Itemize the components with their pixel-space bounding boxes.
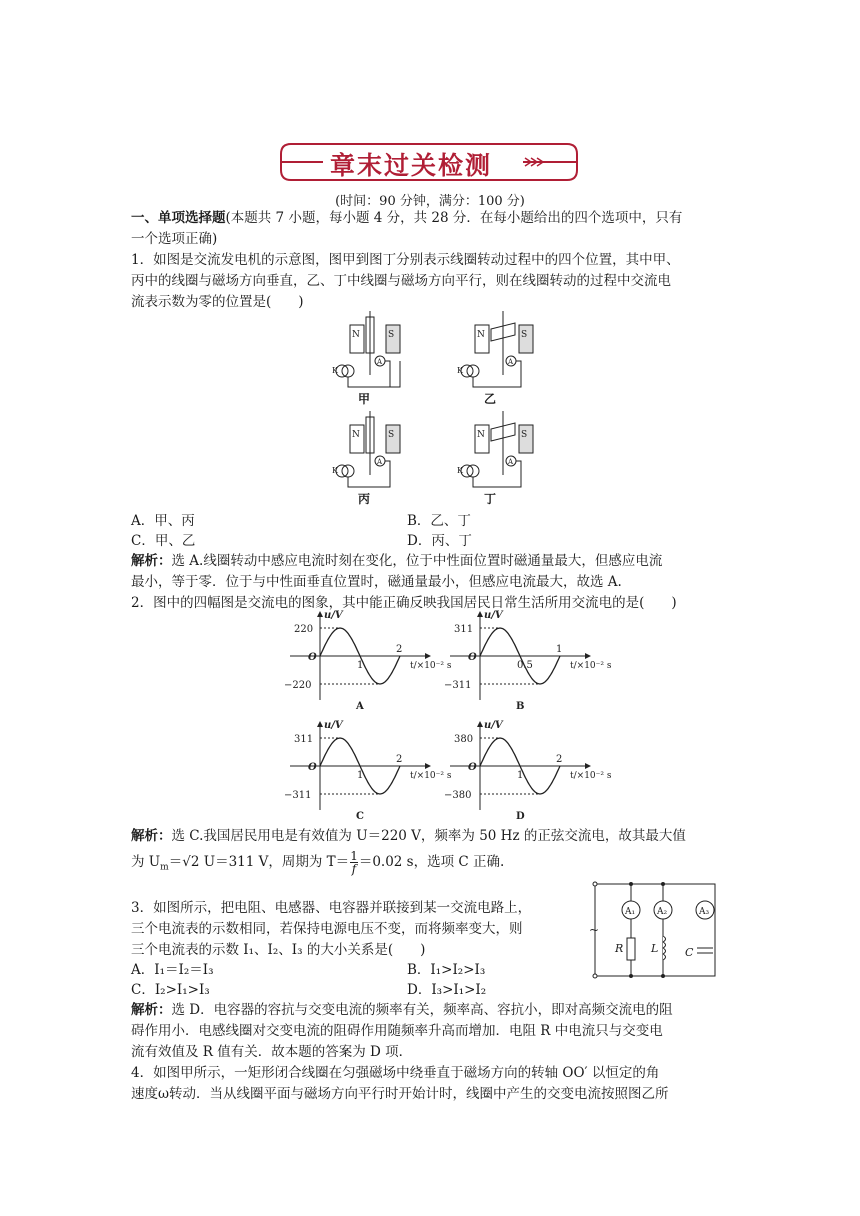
section-intro-1: (本题共 7 小题，每小题 4 分，共 28 分．在每小题给出的四个选项中，只有 (225, 210, 683, 226)
chart-b (444, 610, 612, 712)
q1-line3: 流表示数为零的位置是( ) (131, 294, 304, 310)
svg-text:A: A (508, 358, 514, 366)
svg-text:N: N (352, 330, 360, 340)
q3-option-a: A．I₁＝I₂＝I₃ (131, 962, 214, 978)
label-l: L (651, 942, 659, 955)
chart-label: A (356, 701, 364, 712)
svg-text:K: K (332, 466, 338, 475)
fig-label-yi: 乙 (484, 392, 497, 406)
page-title: 章末过关检测 (330, 151, 493, 180)
q1-line2: 丙中的线圈与磁场方向垂直，乙、丁中线圈与磁场方向平行，则在线圈转动的过程中交流电 (131, 273, 671, 289)
svg-text:K: K (332, 366, 338, 375)
q2-analysis-2a: 为 U (131, 854, 161, 870)
q3-option-b: B．I₁>I₂>I₃ (407, 962, 486, 978)
q4-line2: 速度ω转动．当从线圈平面与磁场方向平行时开始计时，线圈中产生的交变电流按照图乙所 (131, 1086, 669, 1102)
svg-text:N: N (352, 430, 360, 440)
q3-analysis-3: 流有效值及 R 值有关．故本题的答案为 D 项． (131, 1044, 413, 1060)
svg-text:N: N (477, 430, 485, 440)
x-axis-label: t/×10⁻² s (570, 661, 612, 671)
y-axis-label: u/V (324, 720, 343, 731)
fig-label-bing: 丙 (358, 492, 371, 506)
q2-analysis-2d: ＝0.02 s，选项 C 正确. (358, 854, 505, 870)
meter-a1: A₁ (625, 907, 636, 917)
svg-text:S: S (388, 330, 395, 340)
svg-text:S: S (521, 330, 528, 340)
ac-source-symbol: ~ (589, 923, 600, 937)
q3-analysis-2: 碍作用小．电感线圈对交变电流的阻碍作用随频率升高而增加．电阻 R 中电流只与交变电 (131, 1023, 663, 1039)
x-tick-1: 1 (517, 770, 524, 781)
svg-text:S: S (388, 430, 395, 440)
chart-label: B (516, 701, 525, 712)
q4-line1: 4．如图甲所示，一矩形闭合线圈在匀强磁场中绕垂直于磁场方向的转轴 OO′ 以恒定的角 (131, 1065, 660, 1081)
meter-a3: A₃ (699, 907, 710, 917)
x-tick-2: 2 (396, 754, 403, 765)
y-axis-label: u/V (324, 610, 343, 621)
q1-option-c: C．甲、乙 (131, 533, 196, 549)
x-tick-2: 2 (556, 754, 563, 765)
fig-label-jia: 甲 (358, 392, 371, 406)
q3-analysis-text-1: 选 D．电容器的容抗与交变电流的频率有关，频率高、容抗小，即对高频交流电的阻 (171, 1002, 673, 1018)
generator-bing (332, 411, 400, 487)
svg-text:N: N (477, 330, 485, 340)
y-min-label: −311 (284, 790, 312, 801)
svg-text:K: K (457, 466, 463, 475)
y-max-label: 220 (294, 624, 314, 635)
page-subtitle: (时间：90 分钟，满分：100 分) (335, 194, 525, 209)
label-c: C (685, 946, 694, 959)
q3-line2: 三个电流表的示数相同，若保持电源电压不变，而将频率变大，则 (131, 921, 523, 937)
svg-text:A: A (508, 458, 514, 466)
svg-text:S: S (521, 430, 528, 440)
y-max-label: 380 (454, 734, 474, 745)
svg-text:A: A (377, 458, 383, 466)
q3-option-d: D．I₃>I₁>I₂ (407, 982, 487, 998)
origin-label: O (308, 652, 317, 663)
q2-analysis-2c: ＝√2 U＝311 V，周期为 T＝ (168, 854, 350, 870)
q1-analysis-1 (131, 551, 731, 572)
x-axis-label: t/×10⁻² s (410, 661, 452, 671)
section-intro (131, 208, 731, 229)
q2-analysis-label: 解析： (131, 828, 172, 844)
chart-c (284, 720, 452, 822)
q2-analysis-text-1: 选 C.我国居民用电是有效值为 U＝220 V，频率为 50 Hz 的正弦交流电，故其最大值 (171, 828, 686, 844)
x-tick-1: 0.5 (517, 660, 533, 671)
x-axis-label: t/×10⁻² s (410, 771, 452, 781)
y-min-label: −311 (444, 680, 472, 691)
chart-a (284, 610, 452, 712)
ac-charts (280, 608, 612, 823)
q3-option-c: C．I₂>I₁>I₃ (131, 982, 210, 998)
svg-text:K: K (457, 366, 463, 375)
x-tick-2: 2 (396, 644, 403, 655)
y-min-label: −380 (444, 790, 472, 801)
x-tick-1: 1 (357, 770, 364, 781)
q2-analysis-1 (131, 826, 731, 847)
y-max-label: 311 (294, 734, 314, 745)
origin-label: O (308, 762, 317, 773)
q3-analysis-label: 解析： (131, 1002, 172, 1018)
meter-a2: A₂ (657, 907, 668, 917)
q1-option-d: D．丙、丁 (407, 533, 472, 549)
generator-yi (457, 311, 533, 387)
q2-analysis-2 (131, 850, 731, 879)
parallel-circuit (585, 876, 725, 981)
section-heading: 一、单项选择题 (131, 210, 226, 226)
fig-label-ding: 丁 (484, 492, 497, 506)
generator-ding (457, 411, 533, 487)
x-tick-1: 1 (357, 660, 364, 671)
origin-label: O (468, 652, 477, 663)
q1-line1: 1．如图是交流发电机的示意图，图甲到图丁分别表示线圈转动过程中的四个位置，其中甲、 (131, 252, 680, 268)
q3-analysis-1 (131, 1000, 731, 1021)
q1-option-a: A．甲、丙 (131, 513, 195, 529)
label-r: R (615, 942, 624, 955)
q2-frac-den: f (351, 862, 357, 876)
chart-label: D (516, 811, 525, 822)
q1-analysis-label: 解析： (131, 553, 172, 569)
q1-analysis-text-1: 选 A.线圈转动中感应电流时刻在变化，位于中性面位置时磁通量最大，但感应电流 (171, 553, 663, 569)
q2-line1: 2．图中的四幅图是交流电的图象，其中能正确反映我国居民日常生活所用交流电的是( ) (131, 595, 677, 611)
x-tick-2: 1 (556, 644, 563, 655)
x-axis-label: t/×10⁻² s (570, 771, 612, 781)
chart-label: C (356, 811, 364, 822)
q1-option-b: B．乙、丁 (407, 513, 471, 529)
y-min-label: −220 (284, 680, 312, 691)
svg-text:A: A (377, 358, 383, 366)
q2-fraction (350, 850, 358, 875)
y-axis-label: u/V (484, 610, 503, 621)
generator-jia (332, 311, 400, 387)
origin-label: O (468, 762, 477, 773)
section-intro-2: 一个选项正确) (131, 231, 218, 247)
q1-analysis-2: 最小，等于零．位于与中性面垂直位置时，磁通量最小，但感应电流最大，故选 A. (131, 574, 622, 590)
q2-frac-num: 1 (350, 849, 358, 863)
q2-analysis-2b: m (160, 862, 169, 873)
y-axis-label: u/V (484, 720, 503, 731)
generator-figure (310, 305, 560, 505)
y-max-label: 311 (454, 624, 474, 635)
chart-d (444, 720, 612, 822)
q3-line1: 3．如图所示，把电阻、电感器、电容器并联接到某一交流电路上， (131, 900, 532, 916)
q3-line3: 三个电流表的示数 I₁、I₂、I₃ 的大小关系是( ) (131, 942, 426, 958)
